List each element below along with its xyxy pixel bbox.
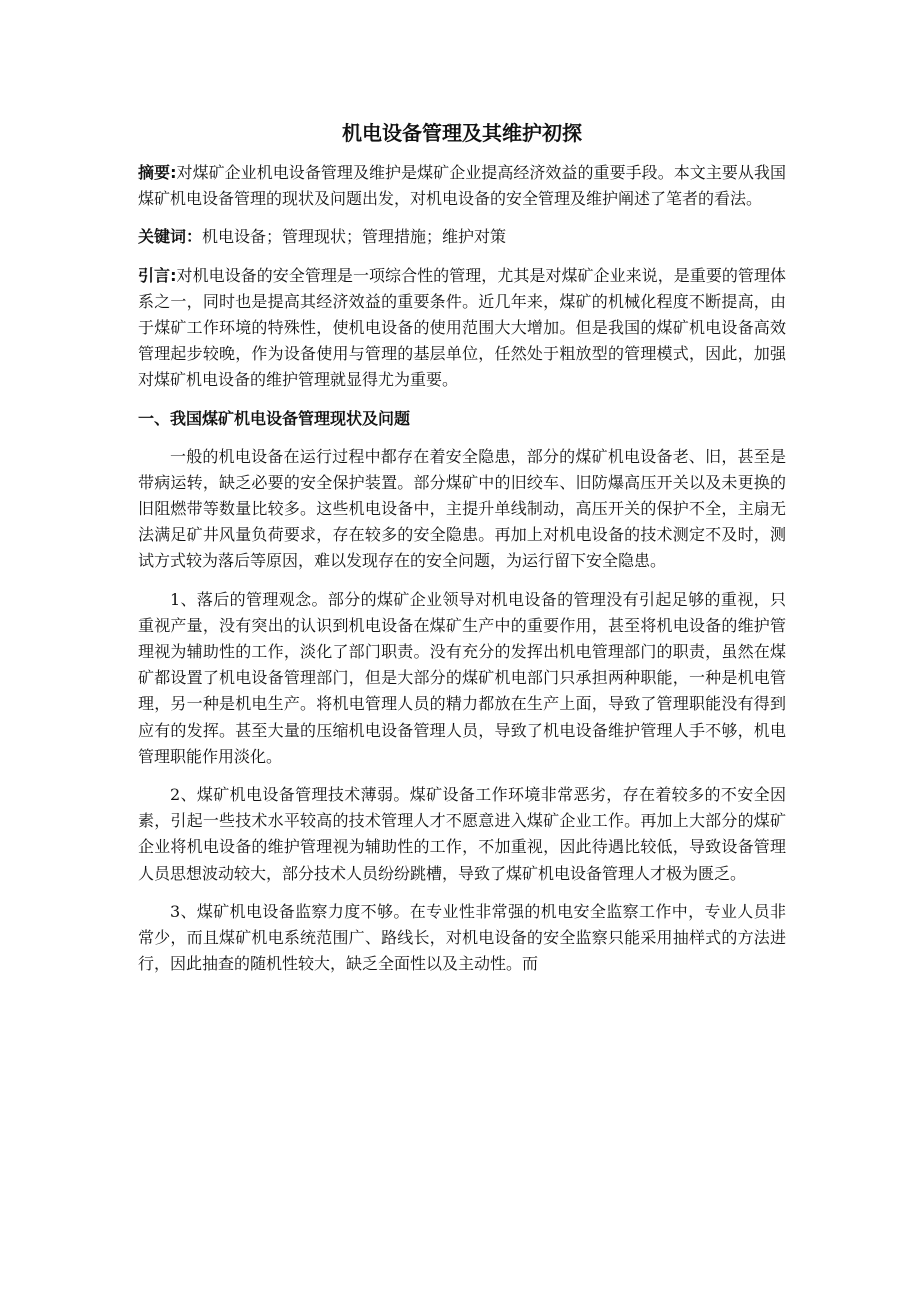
keywords-text: 机电设备；管理现状；管理措施；维护对策: [202, 227, 507, 247]
point-2-paragraph: 2、煤矿机电设备管理技术薄弱。煤矿设备工作环境非常恶劣，存在着较多的不安全因素，引起一些技术水平较高的技术管理人才不愿意进入煤矿企业工作。再加上大部分的煤矿企业将机电设备的维护管理视为辅助性的工作，不加重视，因此待遇比较低，导致设备管理人员思想波动较大，部分技术人员纷纷跳槽，导致了煤矿机电设备管理人才极为匮乏。: [138, 785, 786, 883]
document-title: 机电设备管理及其维护初探: [342, 121, 582, 145]
abstract-paragraph: [138, 160, 786, 212]
abstract-label: 摘要:: [138, 163, 177, 182]
intro-text: 对机电设备的安全管理是一项综合性的管理，尤其是对煤矿企业来说，是重要的管理体系之一，同时也是提高其经济效益的重要条件。近几年来，煤矿的机械化程度不断提高，由于煤矿工作环境的特殊性，使机电设备的使用范围大大增加。但是我国的煤矿机电设备高效管理起步较晚，作为设备使用与管理的基层单位，任然处于粗放型的管理模式，因此，加强对煤矿机电设备的维护管理就显得尤为重要。: [138, 265, 786, 390]
point-1-paragraph: 1、落后的管理观念。部分的煤矿企业领导对机电设备的管理没有引起足够的重视，只重视产量，没有突出的认识到机电设备在煤矿生产中的重要作用，甚至将机电设备的维护管理视为辅助性的工作，淡化了部门职责。没有充分的发挥出机电管理部门的职责，虽然在煤矿都设置了机电设备管理部门，但是大部分的煤矿机电部门只承担两种职能，一种是机电管理，另一种是机电生产。将机电管理人员的精力都放在生产上面，导致了管理职能没有得到应有的发挥。甚至大量的压缩机电设备管理人员，导致了机电设备维护管理人手不够，机电管理职能作用淡化。: [138, 589, 786, 766]
point-3-paragraph: 3、煤矿机电设备监察力度不够。在专业性非常强的机电安全监察工作中，专业人员非常少，而且煤矿机电系统范围广、路线长，对机电设备的安全监察只能采用抽样式的方法进行，因此抽查的随机性较大，缺乏全面性以及主动性。而: [138, 901, 786, 974]
intro-paragraph: [138, 263, 786, 394]
intro-label: 引言:: [138, 265, 177, 285]
section-heading: 一、我国煤矿机电设备管理现状及问题: [138, 408, 411, 428]
keywords-label: 关键词：: [138, 227, 203, 247]
document-page: [138, 118, 786, 989]
abstract-text: 对煤矿企业机电设备管理及维护是煤矿企业提高经济效益的重要手段。本文主要从我国煤矿机电设备管理的现状及问题出发，对机电设备的安全管理及维护阐述了笔者的看法。: [138, 163, 786, 209]
keywords-paragraph: [138, 224, 786, 250]
section-paragraph: 一般的机电设备在运行过程中都存在着安全隐患，部分的煤矿机电设备老、旧，甚至是带病运转，缺乏必要的安全保护装置。部分煤矿中的旧绞车、旧防爆高压开关以及未更换的旧阻燃带等数量比较多。这些机电设备中，主提升单线制动，高压开关的保护不全，主扇无法满足矿井风量负荷要求，存在较多的安全隐患。再加上对机电设备的技术测定不及时，测试方式较为落后等原因，难以发现存在的安全问题，为运行留下安全隐患。: [138, 446, 786, 571]
